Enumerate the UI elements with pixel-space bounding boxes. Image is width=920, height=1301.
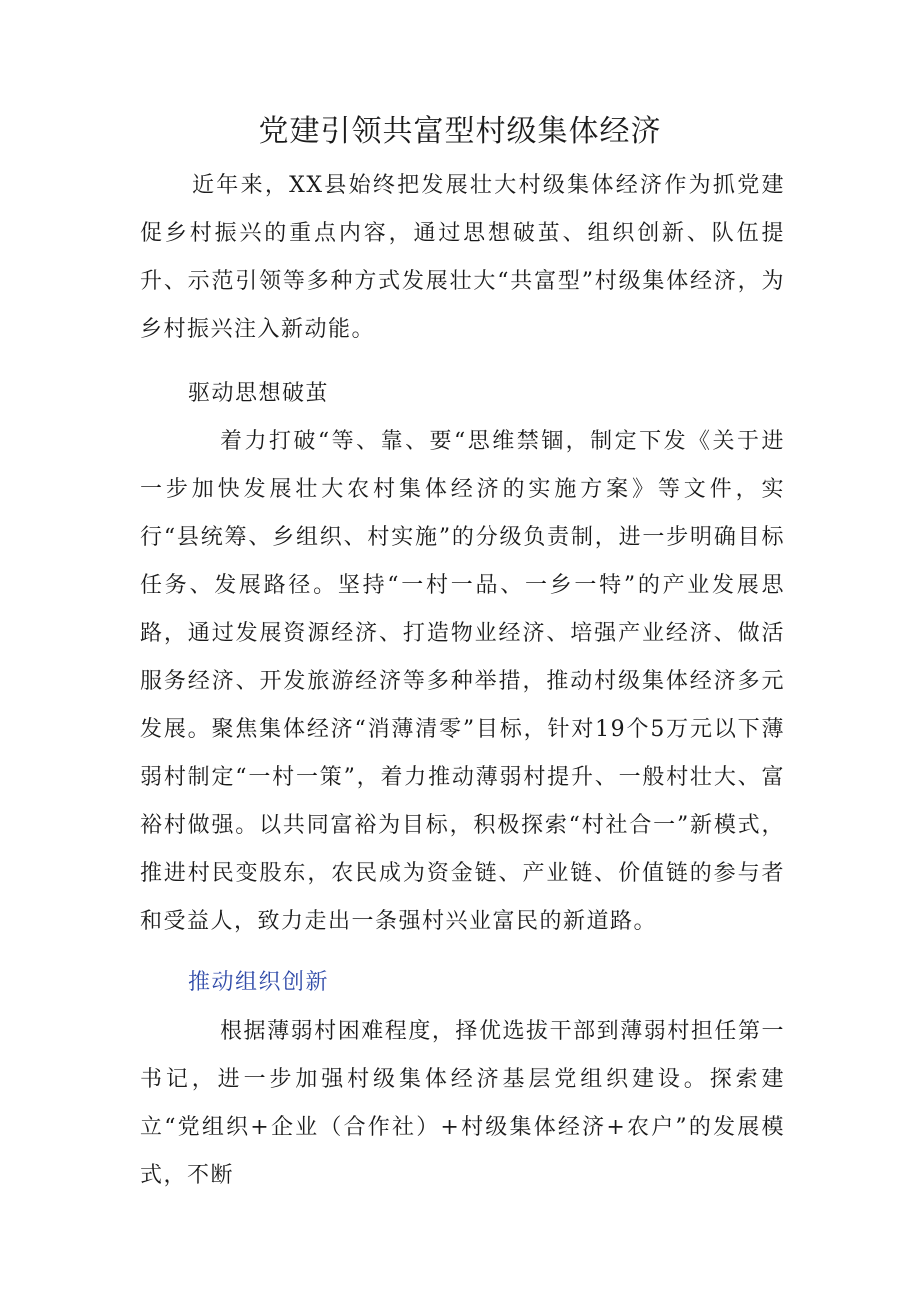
section-body-thought: 着力打破“等、靠、要“思维禁锢，制定下发《关于进一步加快发展壮大农村集体经济的实施方案》等文件，实行“县统筹、乡组织、村实施”的分级负责制，进一步明确目标任务、发展路径。坚持“一村一品、一乡一特”的产业发展思路，通过发展资源经济、打造物业经济、培强产业经济、做活服务经济、开发旅游经济等多种举措，推动村级集体经济多元发展。聚焦集体经济“消薄清零”目标，针对19个5万元以下薄弱村制定“一村一策”，着力推动薄弱村提升、一般村壮大、富裕村做强。以共同富裕为目标，积极探索“村社合一”新模式，推进村民变股东，农民成为资金链、产业链、价值链的参与者和受益人，致力走出一条强村兴业富民的新道路。: [140, 429, 785, 934]
section-heading-thought: 驱动思想破茧: [188, 381, 330, 406]
section-heading-organization[interactable]: 推动组织创新: [188, 970, 330, 995]
document-title: 党建引领共富型村级集体经济: [258, 114, 662, 149]
intro-paragraph: 近年来，XX县始终把发展壮大村级集体经济作为抓党建促乡村振兴的重点内容，通过思想破茧、组织创新、队伍提升、示范引领等多种方式发展壮大“共富型”村级集体经济，为乡村振兴注入新动能。: [140, 173, 785, 342]
section-body-organization: 根据薄弱村困难程度，择优选拔干部到薄弱村担任第一书记，进一步加强村级集体经济基层党组织建设。探索建立“党组织+企业（合作社）+村级集体经济+农户”的发展模式，不断: [140, 1019, 785, 1188]
